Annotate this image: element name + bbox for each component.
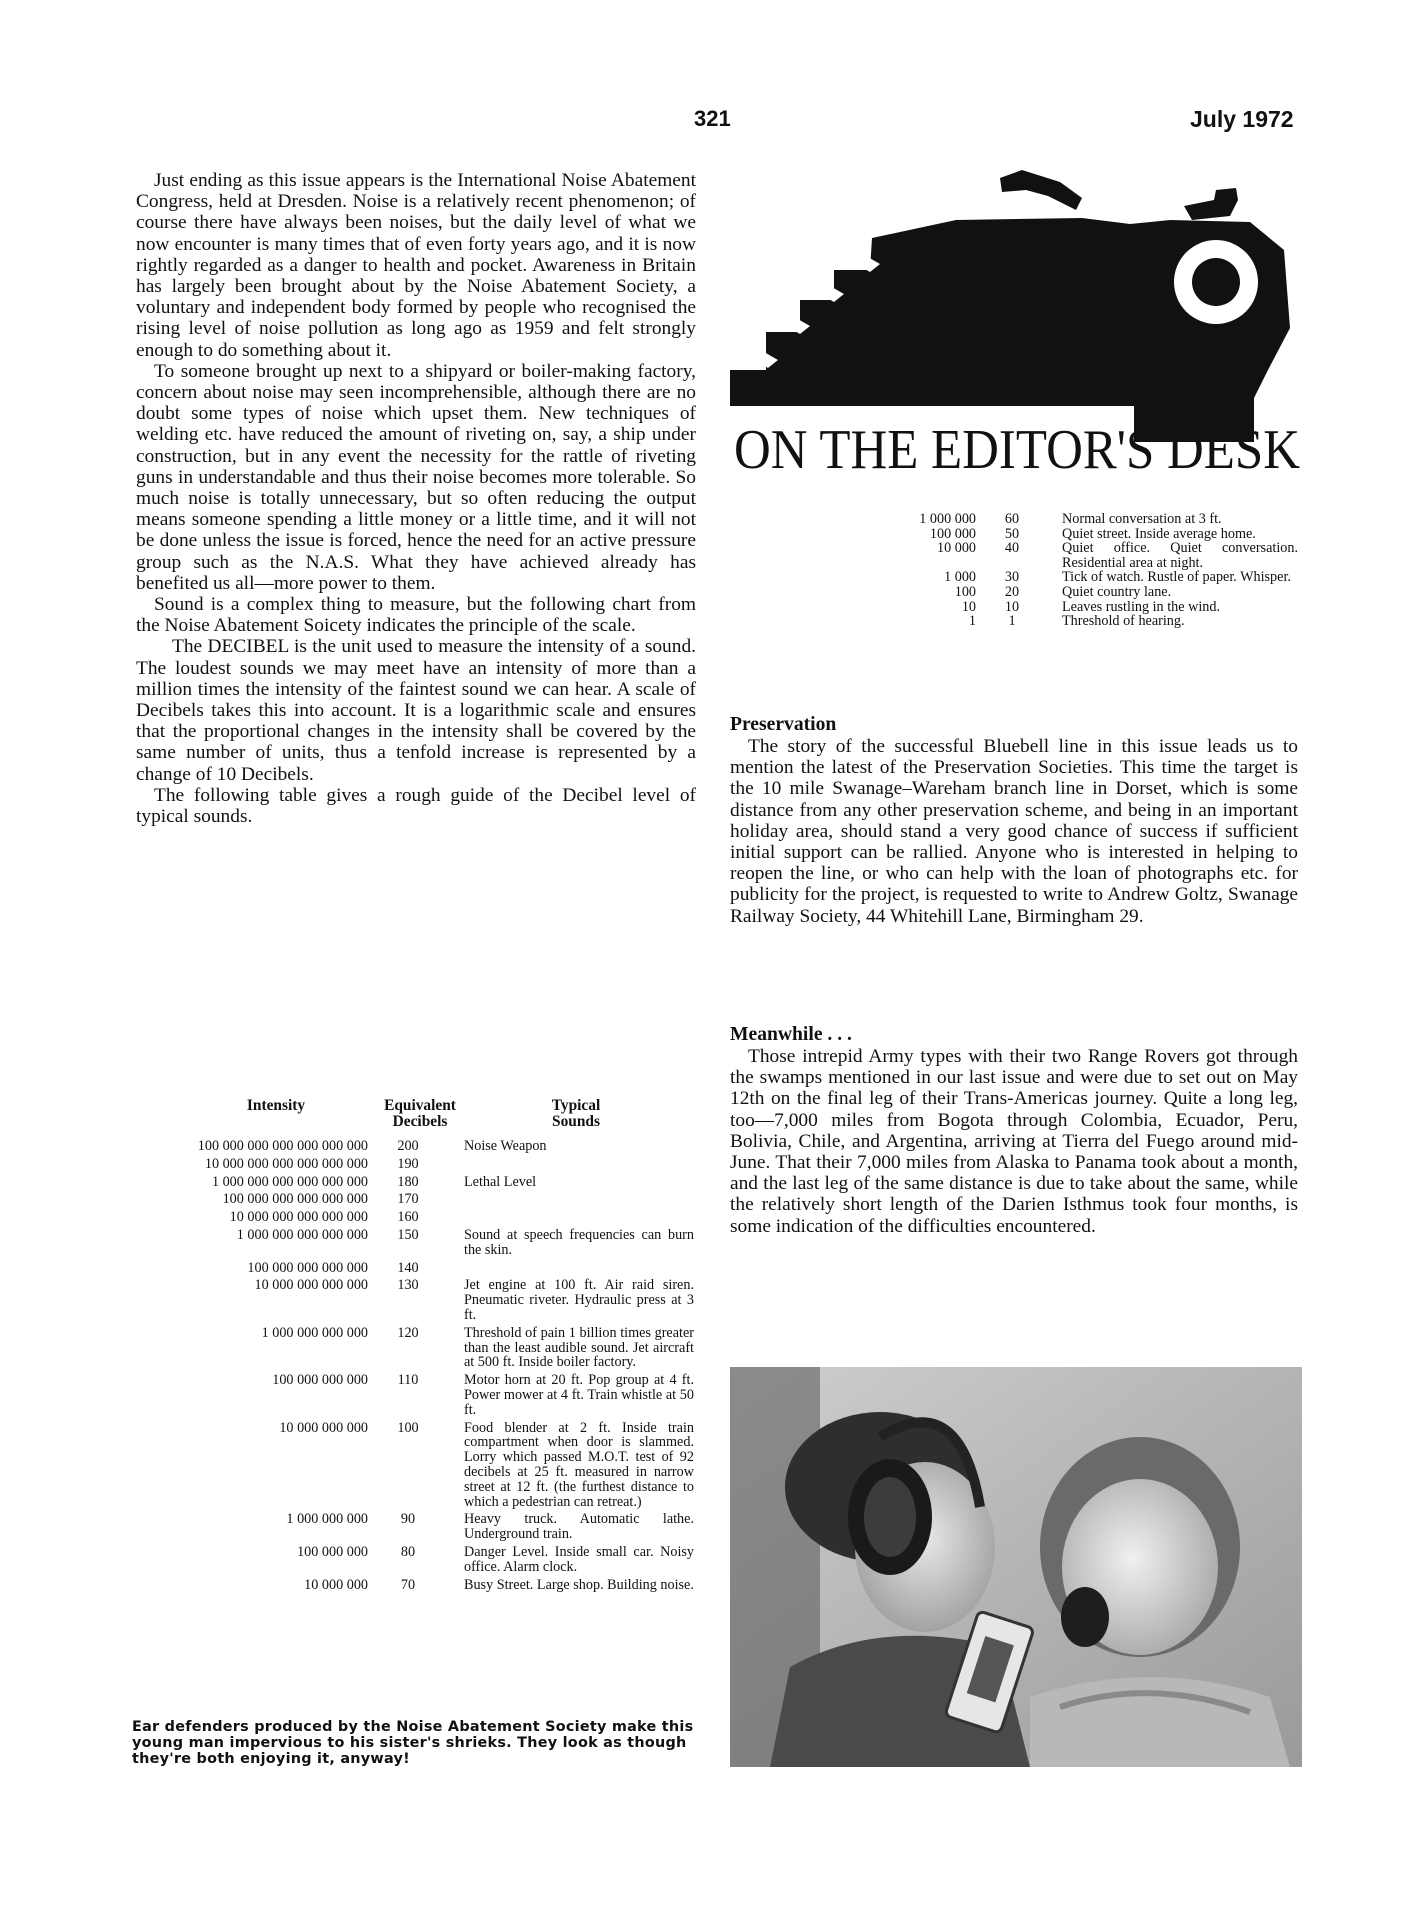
sound-cell: Motor horn at 20 ft. Pop group at 4 ft. Power mower at 4 ft. Train whistle at 50 ft. xyxy=(464,1372,694,1418)
intensity-cell: 1 xyxy=(968,613,976,630)
table-row xyxy=(136,1175,696,1190)
intro-paragraph: Just ending as this issue appears is the International Noise Abatement Congress, held at Dresden. Noise is a relatively recent phenomenon; of course there have always been noises, but the daily level of what we now encounter is many times that of even forty years ago, and it is now rightly regarded as a danger to health and pocket. Awareness in Britain has largely been brought about by the Noise Abatement Society, a voluntary and independent body formed by people who recognised the rising level of noise pollution as long ago as 1959 and felt strongly enough to do something about it. xyxy=(136,170,696,361)
decibel-cell: 20 xyxy=(1004,583,1020,600)
decibel-cell: 50 xyxy=(1004,525,1020,542)
decibel-cell: 30 xyxy=(1004,569,1020,586)
intensity-cell: 1 000 000 000 000 xyxy=(261,1324,368,1341)
intensity-cell: 10 xyxy=(961,598,976,615)
intensity-cell: 1 000 000 000 000 000 xyxy=(236,1226,368,1243)
decibel-cell: 60 xyxy=(1004,511,1020,527)
decibel-cell: 110 xyxy=(397,1372,419,1389)
sound-cell: Threshold of hearing. xyxy=(1062,613,1185,630)
intensity-cell: 1 000 000 xyxy=(919,511,976,527)
table-row xyxy=(868,600,1300,615)
sound-cell: Busy Street. Large shop. Building noise. xyxy=(464,1576,694,1593)
intensity-cell: 100 000 000 000 000 000 xyxy=(222,1191,368,1208)
sound-cell xyxy=(464,1210,694,1225)
sound-cell: Lethal Level xyxy=(464,1173,537,1190)
sound-cell: Quiet street. Inside average home. xyxy=(1062,525,1256,542)
intensity-cell: 10 000 000 000 000 xyxy=(254,1277,368,1294)
table-row xyxy=(136,1261,696,1276)
sound-cell xyxy=(464,1192,694,1207)
sound-cell: Jet engine at 100 ft. Air raid siren. Pneumatic riveter. Hydraulic press at 3 ft. xyxy=(464,1277,694,1323)
table-row xyxy=(136,1228,696,1258)
intensity-cell: 1 000 xyxy=(944,569,976,586)
decibel-cell: 160 xyxy=(397,1209,419,1226)
decibel-cell: 80 xyxy=(400,1543,416,1560)
sound-cell: Tick of watch. Rustle of paper. Whisper. xyxy=(1062,569,1291,586)
intensity-cell: 100 000 000 000 000 000 000 xyxy=(197,1138,368,1154)
sound-cell: Quiet office. Quiet conversation. Residential area at night. xyxy=(1062,540,1298,571)
sound-cell: Noise Weapon xyxy=(464,1138,547,1154)
intensity-cell: 10 000 000 000 000 000 xyxy=(229,1209,368,1226)
intensity-cell: 100 000 000 000 000 xyxy=(247,1259,368,1276)
issue-date: July 1972 xyxy=(1190,106,1294,132)
typewriter-icon xyxy=(730,160,1304,480)
decibel-cell: 40 xyxy=(1004,540,1020,557)
table-row xyxy=(868,570,1300,585)
sound-cell: Normal conversation at 3 ft. xyxy=(1062,511,1222,527)
decibel-cell: 140 xyxy=(397,1259,419,1276)
table-row xyxy=(136,1421,696,1510)
intensity-cell: 1 000 000 000 xyxy=(286,1511,368,1528)
table-row xyxy=(136,1578,696,1593)
sound-cell: Threshold of pain 1 billion times greater than the least audible sound. Jet aircraft at 500 ft. Inside boiler factory. xyxy=(464,1324,694,1371)
sound-cell: Quiet country lane. xyxy=(1062,583,1172,600)
preservation-section xyxy=(730,714,1298,927)
decibel-table-continued xyxy=(868,512,1300,629)
decibel-cell: 170 xyxy=(397,1191,419,1208)
decibel-cell: 10 xyxy=(1004,598,1020,615)
table-row xyxy=(136,1139,696,1154)
sound-cell: Leaves rustling in the wind. xyxy=(1062,598,1221,615)
intensity-cell: 100 000 000 000 xyxy=(272,1372,368,1389)
intro-article xyxy=(136,170,696,827)
photo-image xyxy=(730,1367,1302,1767)
decibel-cell: 130 xyxy=(397,1277,419,1294)
page-number: 321 xyxy=(694,106,731,131)
table-row xyxy=(136,1373,696,1417)
table-row xyxy=(868,614,1300,629)
masthead-title: ON THE EDITOR'S DESK xyxy=(734,419,1300,480)
table-row xyxy=(136,1512,696,1542)
meanwhile-section xyxy=(730,1024,1298,1237)
photo-caption: Ear defenders produced by the Noise Abatement Society make this young man impervious to his sister's shrieks. They look as though they're both enjoying it, anyway! xyxy=(132,1719,694,1767)
decibel-cell: 100 xyxy=(397,1419,419,1436)
decibel-cell: 180 xyxy=(397,1173,419,1190)
decibel-table-body xyxy=(136,1139,696,1595)
photo-children-ear-defenders xyxy=(730,1367,1302,1767)
intro-paragraph: The following table gives a rough guide of the Decibel level of typical sounds. xyxy=(136,784,696,828)
sound-cell: Heavy truck. Automatic lathe. Underground train. xyxy=(464,1511,694,1543)
decibel-cell: 90 xyxy=(400,1511,416,1528)
intensity-cell: 1 000 000 000 000 000 000 xyxy=(211,1173,368,1190)
table-row xyxy=(136,1278,696,1322)
meanwhile-heading: Meanwhile . . . xyxy=(730,1024,852,1045)
column-header-sounds: Typical Sounds xyxy=(551,1097,601,1130)
sound-cell: Danger Level. Inside small car. Noisy office. Alarm clock. xyxy=(464,1543,694,1575)
table-row xyxy=(136,1157,696,1172)
intensity-cell: 100 000 xyxy=(929,525,976,542)
preservation-paragraph: The story of the successful Bluebell line in this issue leads us to mention the latest of the Preservation Societies. This time the target is the 10 mile Swanage–Wareham branch line in Dorset, which is some distance from any other preservation scheme, and being in an important holiday area, should stand a very good chance of success if sufficient initial support can be rallied. Anyone who is interested in helping to reopen the line, or who can help with the loan of photographs etc. for publicity for the project, is requested to write to Andrew Goltz, Swanage Railway Society, 44 Whitehill Lane, Birmingham 29. xyxy=(730,736,1298,927)
intro-paragraph: To someone brought up next to a shipyard or boiler-making factory, concern about noise may seen incomprehensible, although there are no doubt some types of noise which upset them. New techniques of welding etc. have reduced the amount of riveting on, say, a ship under construction, but in any event the necessity for the rattle of riveting guns in understandable and thus their noise becomes more tolerable. So much noise is totally unnecessary, but so often reducing the output means someone spending a little money or a little time, and it will not be done unless the issue is forced, hence the need for an active pressure group such as the N.A.S. What they have achieved already has benefited us all—more power to them. xyxy=(136,360,696,594)
intensity-cell: 10 000 000 000 xyxy=(279,1419,368,1436)
intensity-cell: 100 xyxy=(954,583,976,600)
table-row xyxy=(868,585,1300,600)
meanwhile-paragraph: Those intrepid Army types with their two Range Rovers got through the swamps mentioned in our last issue and were due to set out on May 12th on the final leg of their Trans-Americas journey. Quite a long leg, too—7,000 miles from Bogota through Colombia, Ecuador, Peru, Bolivia, Chile, and Argentina, arriving at Tierra del Fuego around mid-June. That their 7,000 miles from Alaska to Panama took about a month, and the last leg of the same distance is due to take about the same, while the relatively short length of the Darien Isthmus took four months, is some indication of the difficulties encountered. xyxy=(730,1046,1298,1237)
table-row xyxy=(868,512,1300,527)
intensity-cell: 100 000 000 xyxy=(297,1543,368,1560)
column-header-intensity: Intensity xyxy=(246,1097,306,1114)
decibel-cell: 190 xyxy=(397,1155,419,1172)
intensity-cell: 10 000 xyxy=(936,540,976,557)
table-row xyxy=(868,541,1300,570)
sound-cell: Sound at speech frequencies can burn the skin. xyxy=(464,1226,694,1258)
table-row xyxy=(136,1210,696,1225)
decibel-cell: 200 xyxy=(397,1138,419,1154)
intensity-cell: 10 000 000 000 000 000 000 xyxy=(204,1155,368,1172)
decibel-cell: 70 xyxy=(400,1576,416,1593)
table-row xyxy=(136,1545,696,1575)
intensity-cell: 10 000 000 xyxy=(304,1576,368,1593)
decibel-cell: 150 xyxy=(397,1226,419,1243)
sound-cell xyxy=(464,1261,694,1276)
decibel-cell: 120 xyxy=(397,1324,419,1341)
masthead xyxy=(730,160,1304,480)
intro-paragraph: The DECIBEL is the unit used to measure the intensity of a sound. The loudest sounds we may meet have an intensity of more than a million times the intensity of the faintest sound we can hear. A scale of Decibels takes this into account. It is a logarithmic scale and ensures that the proportional changes in the intensity shall be covered by the same number of units, thus a tenfold increase is represented by a change of 10 Decibels. xyxy=(136,636,696,785)
column-header-decibels: Equivalent Decibels xyxy=(384,1097,456,1130)
decibel-cell: 1 xyxy=(1008,613,1016,630)
sound-cell: Food blender at 2 ft. Inside train compartment when door is slammed. Lorry which passed M.O.T. test of 92 decibels at 25 ft. measured in narrow street at 12 ft. (the furthest distance to which a pedestrian can retreat.) xyxy=(464,1419,694,1510)
table-row xyxy=(136,1192,696,1207)
sound-cell xyxy=(464,1157,694,1172)
intro-paragraph: Sound is a complex thing to measure, but the following chart from the Noise Abatement Soicety indicates the principle of the scale. xyxy=(136,594,696,637)
table-row xyxy=(868,527,1300,542)
preservation-heading: Preservation xyxy=(730,714,837,735)
table-row xyxy=(136,1326,696,1370)
